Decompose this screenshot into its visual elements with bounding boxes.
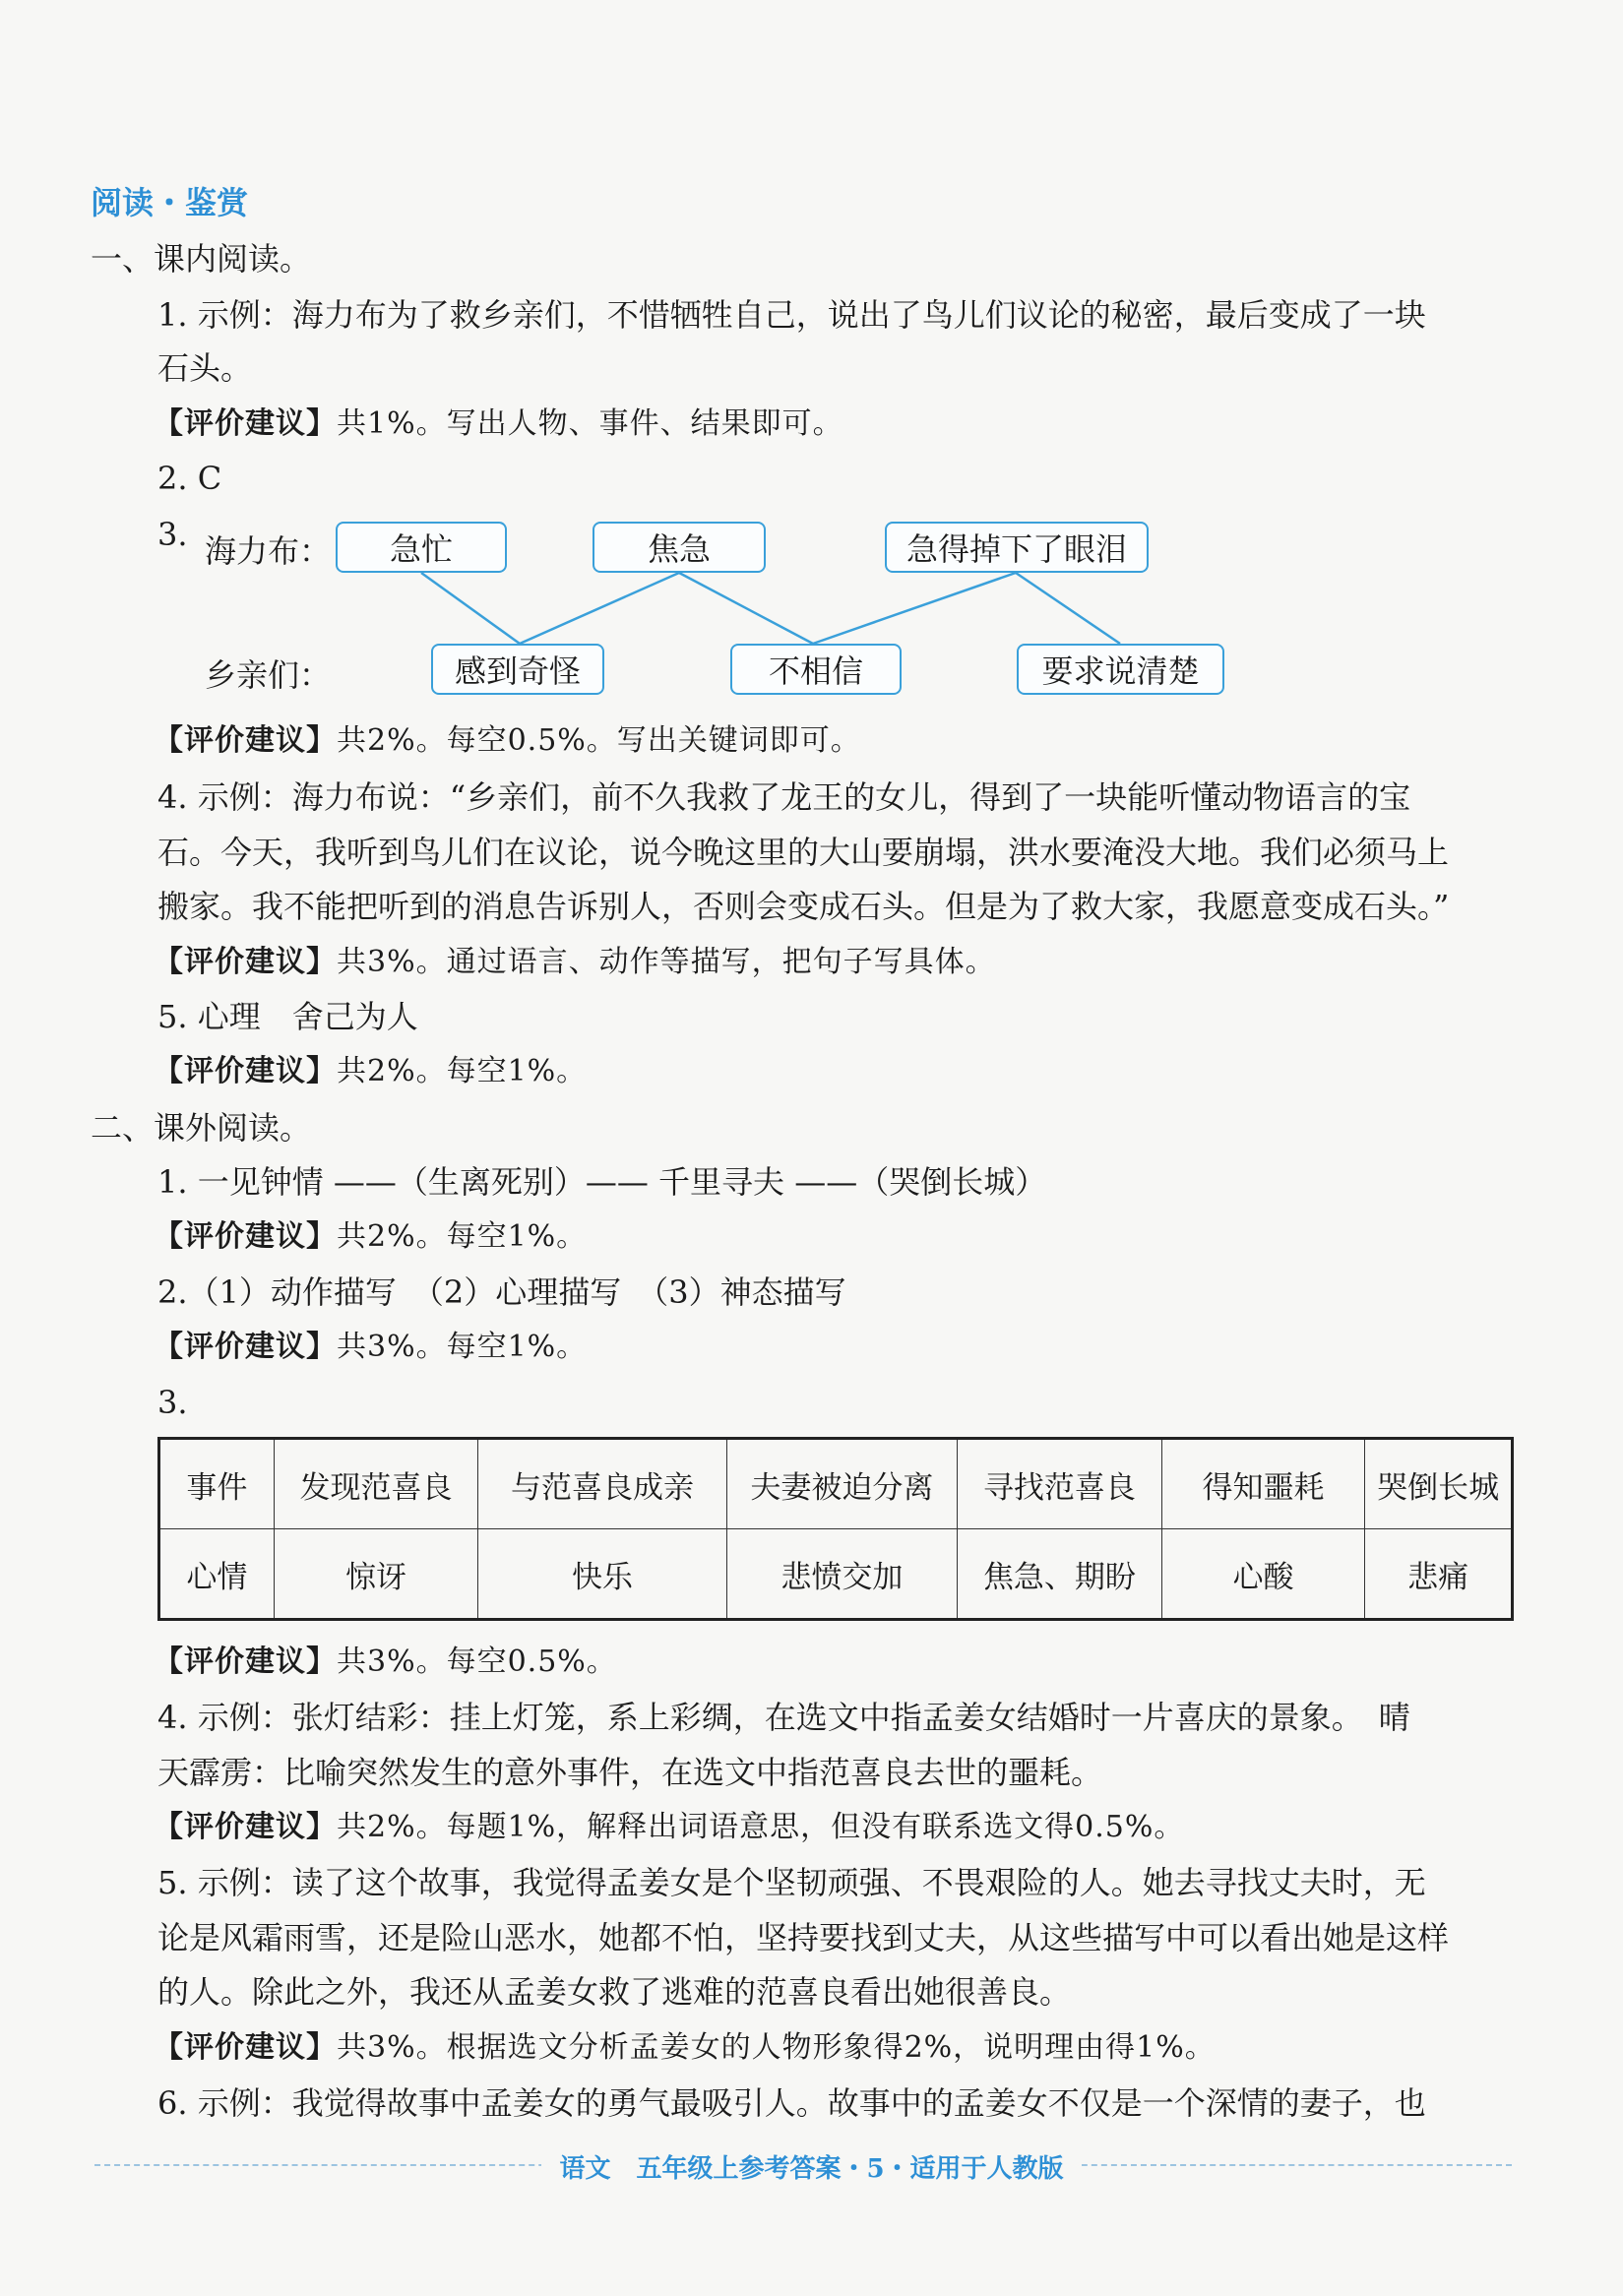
link-line (1016, 573, 1120, 644)
link-line (421, 573, 520, 644)
eval-tag: 【评价建议】 (154, 406, 337, 441)
eval-text: 共2%。每题1%，解释出词语意思，但没有联系选文得0.5%。 (337, 1810, 1185, 1844)
p2-q2-eval (154, 1328, 587, 1367)
p2-q6-line1: 6. 示例：我觉得故事中孟姜女的勇气最吸引人。故事中的孟姜女不仅是一个深情的妻子，也 (157, 2084, 1426, 2122)
p2-q4-line1: 4. 示例：张灯结彩：挂上灯笼，系上彩绸，在选文中指孟姜女结婚时一片喜庆的景象。 晴 (157, 1699, 1410, 1736)
p1-q3-eval (154, 721, 861, 761)
table-cell: 悲愤交加 (726, 1529, 957, 1620)
part1-heading: 一、课内阅读。 (91, 240, 312, 278)
eval-text: 共2%。每空1%。 (337, 1219, 588, 1254)
footer-text: 语文 五年级上参考答案・5・适用于人教版 (541, 2154, 1081, 2184)
table-cell: 寻找范喜良 (958, 1439, 1162, 1529)
table-cell: 夫妻被迫分离 (726, 1439, 957, 1529)
table-cell: 快乐 (478, 1529, 726, 1620)
section-title: 阅读・鉴赏 (91, 184, 249, 221)
eval-text: 共3%。每空0.5%。 (337, 1644, 617, 1679)
p1-q4-line3: 搬家。我不能把听到的消息告诉别人，否则会变成石头。但是为了救大家，我愿意变成石头。” (157, 888, 1450, 925)
table-cell: 心情 (159, 1529, 275, 1620)
p1-q4-line1: 4. 示例：海力布说：“乡亲们，前不久我救了龙王的女儿，得到了一块能听懂动物语言的宝 (157, 778, 1411, 816)
p2-q2: 2.（1）动作描写 （2）心理描写 （3）神态描写 (157, 1273, 846, 1311)
eval-tag: 【评价建议】 (154, 2030, 337, 2065)
emotion-table (157, 1437, 1514, 1621)
p2-q5-line1: 5. 示例：读了这个故事，我觉得孟姜女是个坚韧顽强、不畏艰险的人。她去寻找丈夫时，无 (157, 1864, 1426, 1901)
p1-q4-line2: 石。今天，我听到鸟儿们在议论，说今晚这里的大山要崩塌，洪水要淹没大地。我们必须马上 (157, 834, 1450, 871)
eval-text: 共3%。根据选文分析孟姜女的人物形象得2%，说明理由得1%。 (337, 2030, 1216, 2065)
row1-box: 急得掉下了眼泪 (885, 522, 1149, 573)
p1-q1-line1: 1. 示例：海力布为了救乡亲们，不惜牺牲自己，说出了鸟儿们议论的秘密，最后变成了一块 (157, 296, 1426, 334)
eval-text: 共3%。每空1%。 (337, 1330, 588, 1364)
p2-q1-eval (154, 1217, 587, 1257)
table-cell: 心酸 (1161, 1529, 1365, 1620)
eval-tag: 【评价建议】 (154, 1219, 337, 1254)
row2-box: 不相信 (730, 644, 902, 695)
table-cell: 与范喜良成亲 (478, 1439, 726, 1529)
eval-text: 共1%。写出人物、事件、结果即可。 (337, 406, 843, 441)
eval-tag: 【评价建议】 (154, 1810, 337, 1844)
p1-q3-num: 3. (157, 516, 188, 553)
eval-text: 共2%。每空1%。 (337, 1054, 588, 1088)
p1-q5: 5. 心理 舍己为人 (157, 998, 418, 1035)
link-line (813, 573, 1016, 644)
p2-q1: 1. 一见钟情 ——（生离死别）—— 千里寻夫 ——（哭倒长城） (157, 1163, 1047, 1201)
eval-text: 共2%。每空0.5%。写出关键词即可。 (337, 723, 861, 758)
table-row (159, 1439, 1513, 1529)
eval-tag: 【评价建议】 (154, 1330, 337, 1364)
p1-q3-row1-label: 海力布： (205, 532, 332, 570)
eval-tag: 【评价建议】 (154, 723, 337, 758)
table-cell: 事件 (159, 1439, 275, 1529)
p2-q4-line2: 天霹雳：比喻突然发生的意外事件，在选文中指范喜良去世的噩耗。 (157, 1754, 1103, 1791)
row2-box: 感到奇怪 (431, 644, 604, 695)
link-line (679, 573, 813, 644)
p1-q2: 2. C (157, 460, 222, 497)
p1-q4-eval (154, 943, 996, 982)
table-cell: 得知噩耗 (1161, 1439, 1365, 1529)
p1-q3-row2-label: 乡亲们： (205, 656, 332, 694)
table-cell: 惊讶 (274, 1529, 478, 1620)
table-cell: 悲痛 (1365, 1529, 1513, 1620)
p2-q5-line3: 的人。除此之外，我还从孟姜女救了逃难的范喜良看出她很善良。 (157, 1973, 1072, 2011)
p2-q4-eval (154, 1808, 1184, 1847)
part2-heading: 二、课外阅读。 (91, 1109, 312, 1147)
row2-box: 要求说清楚 (1017, 644, 1224, 695)
p1-q5-eval (154, 1052, 587, 1091)
p1-q1-line2: 石头。 (157, 349, 253, 387)
p2-q3-num: 3. (157, 1384, 188, 1421)
table-cell: 焦急、期盼 (958, 1529, 1162, 1620)
eval-text: 共3%。通过语言、动作等描写，把句子写具体。 (337, 945, 996, 979)
row1-box: 急忙 (336, 522, 507, 573)
eval-tag: 【评价建议】 (154, 1644, 337, 1679)
p2-q5-line2: 论是风霜雨雪，还是险山恶水，她都不怕，坚持要找到丈夫，从这些描写中可以看出她是这样 (157, 1919, 1450, 1956)
p2-q3-eval (154, 1643, 617, 1682)
eval-tag: 【评价建议】 (154, 945, 337, 979)
link-line (520, 573, 679, 644)
table-cell: 发现范喜良 (274, 1439, 478, 1529)
table-row (159, 1529, 1513, 1620)
table-cell: 哭倒长城 (1365, 1439, 1513, 1529)
eval-tag: 【评价建议】 (154, 1054, 337, 1088)
p2-q5-eval (154, 2028, 1216, 2068)
page-footer (0, 2148, 1623, 2185)
row1-box: 焦急 (593, 522, 766, 573)
